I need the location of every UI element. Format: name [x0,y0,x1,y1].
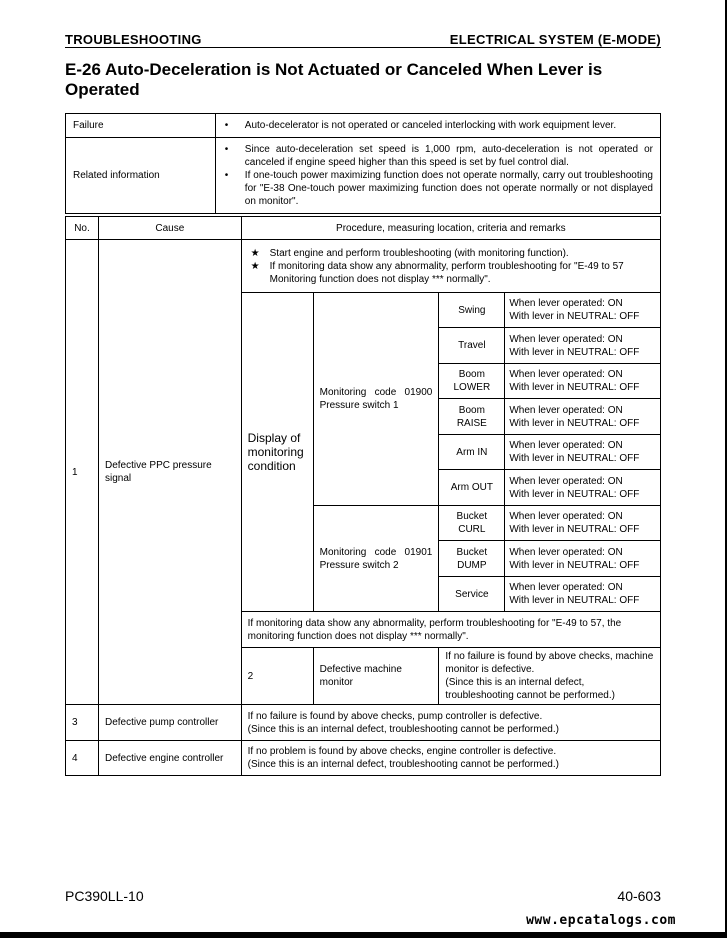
page-bottom-border [0,932,727,938]
failure-info-table [65,113,661,214]
lever-state: When lever operated: ON With lever in NEUTRAL: OFF [505,328,661,364]
procedure-cell: If no problem is found by above checks, engine controller is defective. (Since this is an internal defect, troubleshooting cannot be performed.) [241,741,660,776]
lever-state: When lever operated: ON With lever in NEUTRAL: OFF [505,293,661,328]
cause-cell: Defective machine monitor [313,648,439,705]
row-number: 1 [66,240,99,705]
related-item: • Since auto-deceleration set speed is 1,000 rpm, auto-deceleration is not operated or canceled if engine speed higher than this speed is set by fuel control dial. [223,143,653,169]
star-icon: ★ [250,260,260,272]
lever-name: Travel [439,328,505,364]
related-info-text [215,138,660,214]
failure-label: Failure [66,114,216,138]
lever-name: Boom RAISE [439,399,505,435]
monitoring-code-01901 [313,506,439,612]
chapter-header: ELECTRICAL SYSTEM (E-MODE) [449,32,661,47]
cause-cell: Defective engine controller [98,741,241,776]
failure-item: • Auto-decelerator is not operated or canceled interlocking with work equipment lever. [223,119,653,132]
section-header: TROUBLESHOOTING [65,32,202,47]
failure-text [215,114,660,138]
lever-state: When lever operated: ON With lever in NEUTRAL: OFF [505,435,661,470]
model-number: PC390LL-10 [65,888,144,904]
cause-cell: Defective PPC pressure signal [98,240,241,705]
row-number: 4 [66,741,99,776]
monitoring-note: If monitoring data show any abnormality, perform troubleshooting for "E-49 to 57, the monitoring function does not display *** normally". [241,612,660,648]
monitoring-label: Monitoring code 01901 Pressure switch 2 [319,546,433,571]
page-title: E-26 Auto-Deceleration is Not Actuated or Canceled When Lever is Operated [65,60,603,99]
column-header-procedure: Procedure, measuring location, criteria and remarks [241,217,660,240]
related-item: • If one-touch power maximizing function does not operate normally, carry out troubleshooting for "E-38 One-touch power maximizing function does not operate normally or not displayed on monitor". [223,169,653,208]
lever-name: Bucket DUMP [439,541,505,577]
step-text: If monitoring data show any abnormality, perform troubleshooting for "E-49 to 57 Monitoring function does not display *** normally". [269,260,624,285]
procedure-cell: If no failure is found by above checks, machine monitor is defective. (Since this is an internal defect, troubleshooting cannot be performed.) [439,648,661,705]
lever-name: Boom LOWER [439,364,505,399]
column-header-no: No. [66,217,99,240]
column-header-cause: Cause [98,217,241,240]
star-icon: ★ [250,247,260,259]
cause-cell: Defective pump controller [98,705,241,741]
page-number: 40-603 [617,888,661,904]
monitoring-label: Monitoring code 01900 Pressure switch 1 [319,387,433,411]
lever-name: Swing [439,293,505,328]
watermark: www.epcatalogs.com [526,913,676,928]
troubleshooting-table [65,216,661,776]
lever-state: When lever operated: ON With lever in NEUTRAL: OFF [505,541,661,577]
step-text: Start engine and perform troubleshooting (with monitoring function). [269,247,569,259]
lever-state: When lever operated: ON With lever in NEUTRAL: OFF [505,577,661,612]
lever-name: Service [439,577,505,612]
row-number: 2 [241,648,313,705]
lever-state: When lever operated: ON With lever in NEUTRAL: OFF [505,470,661,506]
header-rule [65,47,661,48]
procedure-cell: If no failure is found by above checks, pump controller is defective. (Since this is an internal defect, troubleshooting cannot be performed.) [241,705,660,741]
row-number: 3 [66,705,99,741]
display-condition-label: Display of monitoring condition [241,293,313,612]
lever-name: Arm OUT [439,470,505,506]
lever-name: Arm IN [439,435,505,470]
lever-state: When lever operated: ON With lever in NEUTRAL: OFF [505,506,661,541]
monitoring-code-01900 [313,293,439,506]
related-info-label: Related information [66,138,216,214]
lever-state: When lever operated: ON With lever in NEUTRAL: OFF [505,364,661,399]
lever-state: When lever operated: ON With lever in NEUTRAL: OFF [505,399,661,435]
lever-name: Bucket CURL [439,506,505,541]
procedure-steps [241,240,660,293]
